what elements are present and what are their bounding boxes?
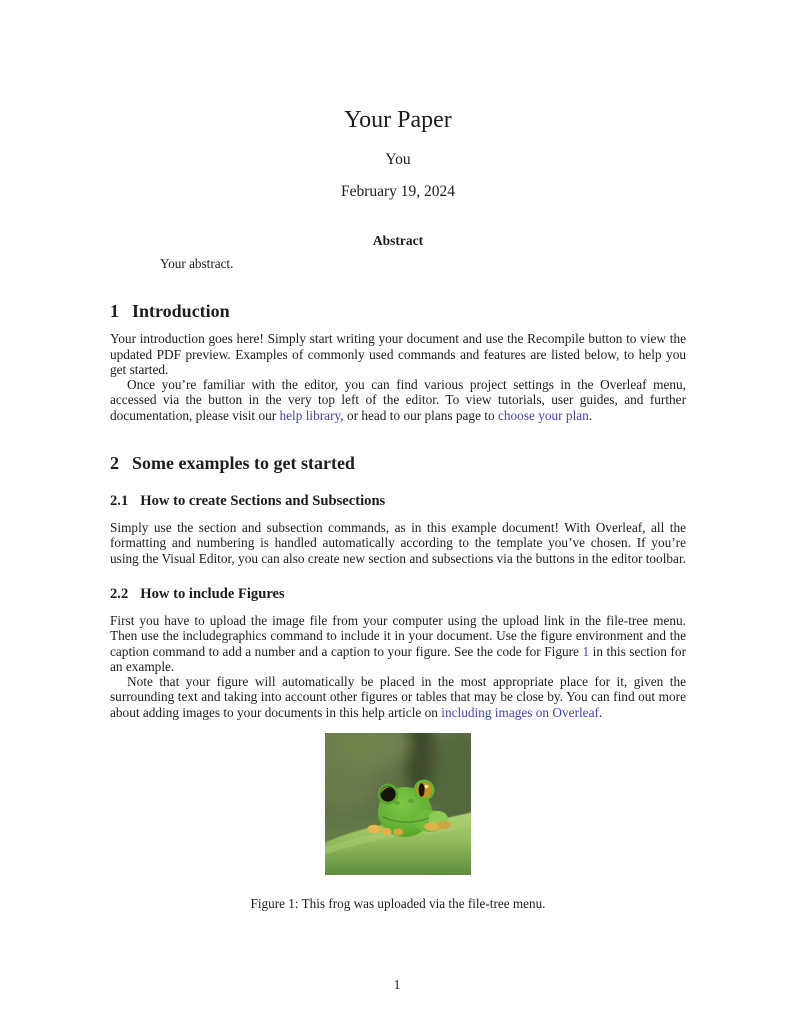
subsection-heading-sections — [110, 493, 686, 510]
paragraph-text: , or head to our plans page to — [340, 407, 498, 423]
page-number: 1 — [393, 977, 401, 992]
subsection-number: 2.2 — [110, 585, 129, 602]
intro-paragraph-2 — [110, 377, 686, 423]
figure-1-reference-link[interactable]: 1 — [582, 643, 590, 659]
abstract-heading: Abstract — [372, 233, 424, 248]
section-heading-examples — [110, 453, 686, 473]
choose-your-plan-link[interactable]: choose your plan — [497, 407, 589, 423]
sections-paragraph: Simply use the section and subsection commands, as in this example document! With Overleaf, all the formatting and numbering is handled automatically according to the template you’ve chosen. If you’re using the Visual Editor, you can also create new section and subsections via the buttons in the editor toolbar. — [110, 520, 686, 566]
subsection-number: 2.1 — [110, 493, 129, 510]
date: February 19, 2024 — [340, 183, 456, 200]
author: You — [385, 151, 411, 168]
figures-paragraph-2 — [110, 674, 686, 720]
paragraph-text: . — [588, 407, 593, 423]
page-content — [110, 0, 686, 912]
subsection-title: How to create Sections and Subsections — [140, 493, 386, 510]
paragraph-text: Note that your figure will automatically be placed in the most appropriate place for it, given the surrounding text and taking into account other figures or tables that may be close by. You can find out more about adding images to your documents in this help article on — [110, 674, 686, 720]
section-number: 2 — [110, 453, 119, 474]
frog-photo — [325, 733, 471, 875]
section-title: Introduction — [132, 301, 230, 322]
section-number: 1 — [110, 301, 119, 322]
figures-paragraph-1 — [110, 613, 686, 674]
intro-paragraph-1: Your introduction goes here! Simply start writing your document and use the Recompile button to view the updated PDF preview. Examples of commonly used commands and features are listed below, to help you get started. — [110, 331, 686, 377]
figure-caption: Figure 1: This frog was uploaded via the file-tree menu. — [250, 896, 546, 912]
page-title: Your Paper — [344, 107, 452, 133]
paragraph-text: . — [598, 704, 603, 720]
figure-1 — [110, 733, 686, 912]
section-title: Some examples to get started — [132, 453, 355, 474]
help-library-link[interactable]: help library — [279, 407, 341, 423]
including-images-link[interactable]: including images on Overleaf — [441, 704, 599, 720]
subsection-title: How to include Figures — [140, 585, 285, 602]
abstract-text: Your abstract. — [160, 256, 234, 271]
paragraph-text: Once you’re familiar with the editor, you can find various project settings in the Overleaf menu, accessed via the button in the very top left of the editor. To view tutorials, user guides, and further documentation, please visit our — [110, 377, 686, 423]
paragraph-text: First you have to upload the image file from your computer using the upload link in the file-tree menu. Then use the includegraphics command to include it in your document. Use the figure environment and the caption command to add a number and a caption to your figure. See the code for Figure — [110, 612, 686, 659]
section-heading-introduction — [110, 301, 686, 321]
subsection-heading-figures — [110, 586, 686, 603]
paragraph-text: in this section for an example. — [110, 643, 686, 674]
